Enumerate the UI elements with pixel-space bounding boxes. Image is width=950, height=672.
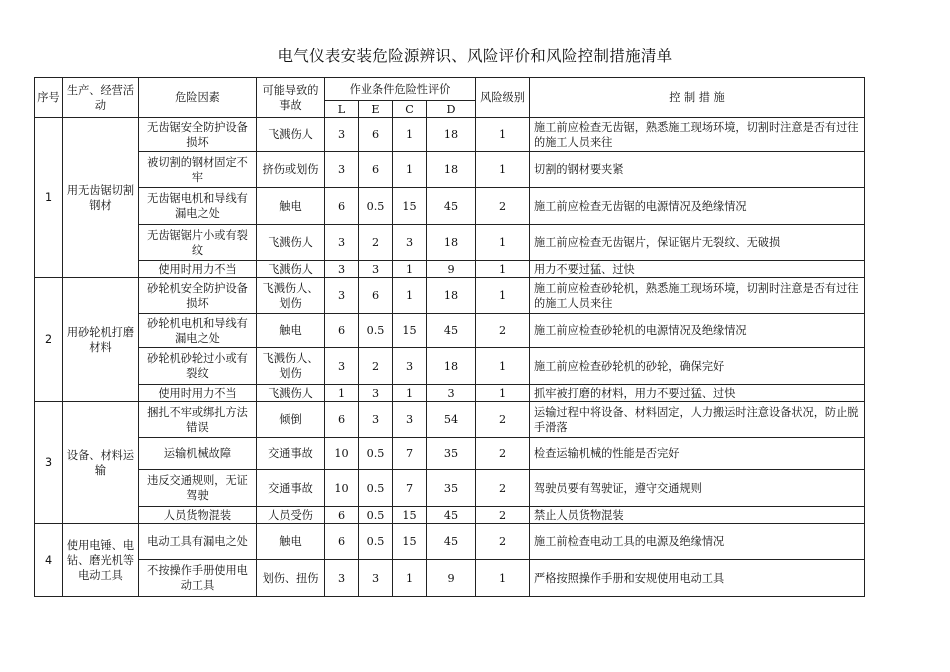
measure-cell: 严格按照操作手册和安规使用电动工具 — [530, 560, 865, 597]
c-cell: 1 — [393, 261, 427, 278]
c-cell: 1 — [393, 278, 427, 314]
hazard-cell: 使用时用力不当 — [139, 261, 257, 278]
measure-cell: 施工前应检查无齿锯片，保证锯片无裂纹、无破损 — [530, 225, 865, 261]
risk-control-table — [34, 77, 865, 597]
l-cell: 3 — [325, 348, 359, 385]
measure-cell: 施工前应检查无齿锯，熟悉施工现场环境，切割时注意是否有过往的施工人员来往 — [530, 118, 865, 152]
e-cell: 0.5 — [359, 314, 393, 348]
accident-cell: 触电 — [257, 524, 325, 560]
c-cell: 1 — [393, 385, 427, 402]
table-row — [35, 278, 865, 314]
level-cell: 1 — [476, 560, 530, 597]
l-cell: 3 — [325, 261, 359, 278]
level-cell: 1 — [476, 225, 530, 261]
measure-cell: 检查运输机械的性能是否完好 — [530, 438, 865, 470]
e-cell: 2 — [359, 348, 393, 385]
group-seq: 3 — [35, 402, 63, 524]
table-row — [35, 348, 865, 385]
accident-cell: 触电 — [257, 188, 325, 225]
l-cell: 6 — [325, 188, 359, 225]
l-cell: 1 — [325, 385, 359, 402]
level-cell: 2 — [476, 470, 530, 507]
level-cell: 1 — [476, 385, 530, 402]
level-cell: 1 — [476, 348, 530, 385]
hazard-cell: 无齿锯锯片小或有裂纹 — [139, 225, 257, 261]
d-cell: 35 — [427, 438, 476, 470]
measure-cell: 施工前应检查砂轮机，熟悉施工现场环境，切割时注意是否有过往的施工人员来往 — [530, 278, 865, 314]
accident-cell: 交通事故 — [257, 470, 325, 507]
hazard-cell: 无齿锯电机和导线有漏电之处 — [139, 188, 257, 225]
d-cell: 18 — [427, 278, 476, 314]
e-cell: 3 — [359, 385, 393, 402]
header-l: L — [325, 101, 359, 118]
l-cell: 10 — [325, 470, 359, 507]
l-cell: 3 — [325, 560, 359, 597]
d-cell: 45 — [427, 524, 476, 560]
l-cell: 3 — [325, 118, 359, 152]
d-cell: 54 — [427, 402, 476, 438]
table-row — [35, 118, 865, 152]
table-row — [35, 261, 865, 278]
l-cell: 6 — [325, 314, 359, 348]
l-cell: 6 — [325, 524, 359, 560]
table-row — [35, 385, 865, 402]
l-cell: 3 — [325, 278, 359, 314]
header-level: 风险级别 — [476, 78, 530, 118]
table-row — [35, 438, 865, 470]
c-cell: 7 — [393, 470, 427, 507]
c-cell: 3 — [393, 348, 427, 385]
hazard-cell: 电动工具有漏电之处 — [139, 524, 257, 560]
header-activity: 生产、经营活动 — [63, 78, 139, 118]
d-cell: 9 — [427, 560, 476, 597]
hazard-cell: 人员货物混装 — [139, 507, 257, 524]
c-cell: 7 — [393, 438, 427, 470]
header-e: E — [359, 101, 393, 118]
level-cell: 2 — [476, 188, 530, 225]
hazard-cell: 使用时用力不当 — [139, 385, 257, 402]
level-cell: 1 — [476, 118, 530, 152]
table-header — [35, 78, 865, 118]
table-row — [35, 225, 865, 261]
group-seq: 1 — [35, 118, 63, 278]
accident-cell: 划伤、扭伤 — [257, 560, 325, 597]
accident-cell: 飞溅伤人 — [257, 118, 325, 152]
c-cell: 15 — [393, 524, 427, 560]
c-cell: 15 — [393, 314, 427, 348]
d-cell: 9 — [427, 261, 476, 278]
table-body — [35, 118, 865, 597]
table-row — [35, 152, 865, 188]
measure-cell: 施工前应检查无齿锯的电源情况及绝缘情况 — [530, 188, 865, 225]
document-title: 电气仪表安装危险源辨识、风险评价和风险控制措施清单 — [277, 47, 673, 65]
measure-cell: 抓牢被打磨的材料，用力不要过猛、过快 — [530, 385, 865, 402]
table-row — [35, 188, 865, 225]
level-cell: 1 — [476, 261, 530, 278]
measure-cell: 禁止人员货物混装 — [530, 507, 865, 524]
table-row — [35, 507, 865, 524]
level-cell: 1 — [476, 278, 530, 314]
e-cell: 0.5 — [359, 438, 393, 470]
hazard-cell: 违反交通规则，无证驾驶 — [139, 470, 257, 507]
group-activity: 设备、材料运输 — [63, 402, 139, 524]
header-evaluation: 作业条件危险性评价 — [325, 78, 476, 101]
table-row — [35, 314, 865, 348]
c-cell: 1 — [393, 118, 427, 152]
measure-cell: 切割的钢材要夹紧 — [530, 152, 865, 188]
e-cell: 0.5 — [359, 188, 393, 225]
level-cell: 1 — [476, 152, 530, 188]
table-row — [35, 402, 865, 438]
e-cell: 3 — [359, 560, 393, 597]
header-hazard: 危险因素 — [139, 78, 257, 118]
d-cell: 45 — [427, 314, 476, 348]
header-measure: 控 制 措 施 — [530, 78, 865, 118]
d-cell: 18 — [427, 348, 476, 385]
c-cell: 1 — [393, 560, 427, 597]
measure-cell: 施工前应检查砂轮机的砂轮，确保完好 — [530, 348, 865, 385]
accident-cell: 倾倒 — [257, 402, 325, 438]
level-cell: 2 — [476, 524, 530, 560]
d-cell: 3 — [427, 385, 476, 402]
c-cell: 15 — [393, 188, 427, 225]
level-cell: 2 — [476, 402, 530, 438]
measure-cell: 驾驶员要有驾驶证，遵守交通规则 — [530, 470, 865, 507]
e-cell: 0.5 — [359, 470, 393, 507]
group-seq: 4 — [35, 524, 63, 597]
hazard-cell: 砂轮机安全防护设备损坏 — [139, 278, 257, 314]
measure-cell: 施工前应检查砂轮机的电源情况及绝缘情况 — [530, 314, 865, 348]
l-cell: 3 — [325, 152, 359, 188]
group-seq: 2 — [35, 278, 63, 402]
measure-cell: 施工前检查电动工具的电源及绝缘情况 — [530, 524, 865, 560]
e-cell: 0.5 — [359, 507, 393, 524]
e-cell: 2 — [359, 225, 393, 261]
l-cell: 10 — [325, 438, 359, 470]
header-c: C — [393, 101, 427, 118]
measure-cell: 用力不要过猛、过快 — [530, 261, 865, 278]
c-cell: 15 — [393, 507, 427, 524]
hazard-cell: 捆扎不牢或绑扎方法错误 — [139, 402, 257, 438]
accident-cell: 飞溅伤人 — [257, 385, 325, 402]
accident-cell: 人员受伤 — [257, 507, 325, 524]
c-cell: 3 — [393, 402, 427, 438]
c-cell: 1 — [393, 152, 427, 188]
d-cell: 35 — [427, 470, 476, 507]
group-activity: 使用电锤、电钻、磨光机等电动工具 — [63, 524, 139, 597]
table-row — [35, 470, 865, 507]
e-cell: 6 — [359, 152, 393, 188]
hazard-cell: 被切割的钢材固定不牢 — [139, 152, 257, 188]
e-cell: 6 — [359, 278, 393, 314]
e-cell: 3 — [359, 261, 393, 278]
accident-cell: 飞溅伤人、划伤 — [257, 348, 325, 385]
e-cell: 6 — [359, 118, 393, 152]
l-cell: 6 — [325, 507, 359, 524]
d-cell: 18 — [427, 225, 476, 261]
header-d: D — [427, 101, 476, 118]
hazard-cell: 砂轮机电机和导线有漏电之处 — [139, 314, 257, 348]
hazard-cell: 无齿锯安全防护设备损坏 — [139, 118, 257, 152]
accident-cell: 触电 — [257, 314, 325, 348]
header-seq: 序号 — [35, 78, 63, 118]
l-cell: 3 — [325, 225, 359, 261]
level-cell: 2 — [476, 438, 530, 470]
level-cell: 2 — [476, 314, 530, 348]
table-row — [35, 560, 865, 597]
accident-cell: 飞溅伤人 — [257, 225, 325, 261]
hazard-cell: 运输机械故障 — [139, 438, 257, 470]
hazard-cell: 砂轮机砂轮过小或有裂纹 — [139, 348, 257, 385]
hazard-cell: 不按操作手册使用电动工具 — [139, 560, 257, 597]
accident-cell: 交通事故 — [257, 438, 325, 470]
accident-cell: 挤伤或划伤 — [257, 152, 325, 188]
d-cell: 45 — [427, 507, 476, 524]
measure-cell: 运输过程中将设备、材料固定，人力搬运时注意设备状况，防止脱手滑落 — [530, 402, 865, 438]
level-cell: 2 — [476, 507, 530, 524]
accident-cell: 飞溅伤人 — [257, 261, 325, 278]
c-cell: 3 — [393, 225, 427, 261]
d-cell: 45 — [427, 188, 476, 225]
d-cell: 18 — [427, 118, 476, 152]
group-activity: 用无齿锯切割钢材 — [63, 118, 139, 278]
l-cell: 6 — [325, 402, 359, 438]
d-cell: 18 — [427, 152, 476, 188]
header-accident: 可能导致的事故 — [257, 78, 325, 118]
e-cell: 0.5 — [359, 524, 393, 560]
table-row — [35, 524, 865, 560]
e-cell: 3 — [359, 402, 393, 438]
group-activity: 用砂轮机打磨材料 — [63, 278, 139, 402]
accident-cell: 飞溅伤人、划伤 — [257, 278, 325, 314]
